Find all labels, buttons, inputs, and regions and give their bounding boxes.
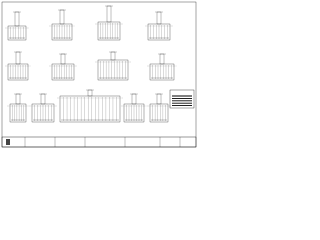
sheet-background	[0, 0, 198, 149]
drawing-sheet	[0, 0, 198, 149]
company-logo-block	[6, 139, 10, 145]
